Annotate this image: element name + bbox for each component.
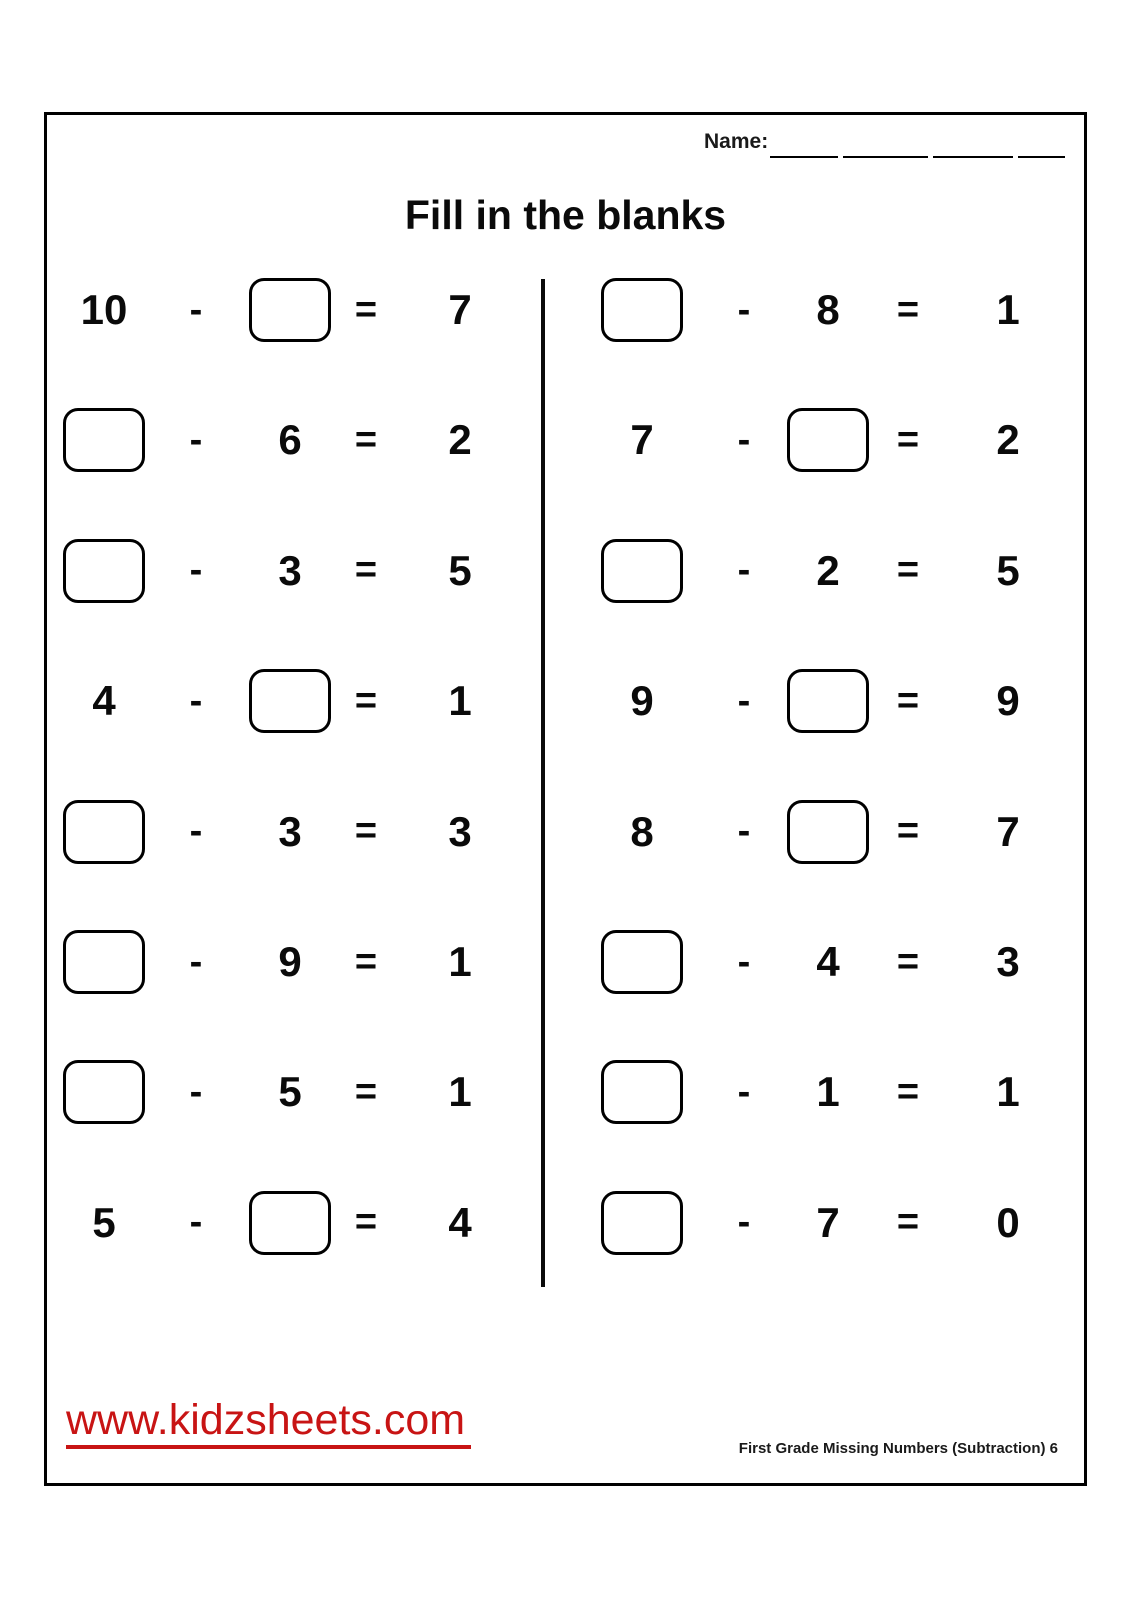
equals-sign: = bbox=[354, 1201, 378, 1244]
minuend-number: 10 bbox=[80, 286, 128, 333]
equals-sign: = bbox=[354, 549, 378, 592]
answer-box-outline bbox=[601, 1191, 683, 1255]
minus-sign: - bbox=[737, 679, 751, 722]
answer-box[interactable] bbox=[592, 897, 692, 1027]
minuend-number: 8 bbox=[630, 807, 654, 855]
difference-number: 3 bbox=[996, 938, 1020, 985]
minus-sign: - bbox=[737, 810, 751, 853]
difference-number: 1 bbox=[996, 1068, 1020, 1116]
problem-row bbox=[0, 1158, 1131, 1288]
answer-box-outline bbox=[787, 669, 869, 733]
equals-sign: = bbox=[354, 810, 378, 853]
equals-sign: = bbox=[896, 1201, 920, 1244]
answer-box-outline bbox=[787, 408, 869, 472]
answer-box-outline bbox=[601, 278, 683, 342]
difference-number: 7 bbox=[996, 807, 1020, 855]
name-label: Name: bbox=[704, 130, 769, 153]
name-line-segment bbox=[1018, 134, 1065, 158]
answer-box[interactable] bbox=[778, 767, 878, 897]
minuend-number: 4 bbox=[92, 677, 116, 725]
minus-sign: - bbox=[189, 549, 203, 592]
name-line-segment bbox=[843, 134, 928, 158]
equals-sign: = bbox=[896, 810, 920, 853]
difference-number: 1 bbox=[996, 286, 1020, 333]
difference-number: 7 bbox=[448, 286, 472, 333]
answer-box[interactable] bbox=[592, 1158, 692, 1288]
subtrahend-number: 7 bbox=[816, 1198, 840, 1246]
equals-sign: = bbox=[896, 679, 920, 722]
answer-box[interactable] bbox=[592, 245, 692, 375]
name-line-segment bbox=[770, 134, 838, 158]
website-link[interactable]: www.kidzsheets.com bbox=[66, 1398, 471, 1449]
problem-row bbox=[0, 897, 1131, 1027]
difference-number: 1 bbox=[448, 1068, 472, 1116]
problem-row bbox=[0, 1027, 1131, 1157]
subtrahend-number: 8 bbox=[816, 286, 840, 333]
minus-sign: - bbox=[189, 418, 203, 461]
minus-sign: - bbox=[737, 1201, 751, 1244]
difference-number: 5 bbox=[996, 546, 1020, 594]
minus-sign: - bbox=[189, 288, 203, 331]
subtrahend-number: 6 bbox=[278, 416, 302, 464]
difference-number: 5 bbox=[448, 546, 472, 594]
difference-number: 2 bbox=[996, 416, 1020, 464]
minus-sign: - bbox=[737, 549, 751, 592]
equals-sign: = bbox=[354, 1070, 378, 1113]
answer-box[interactable] bbox=[592, 506, 692, 636]
equals-sign: = bbox=[354, 288, 378, 331]
difference-number: 1 bbox=[448, 938, 472, 985]
equals-sign: = bbox=[896, 418, 920, 461]
difference-number: 4 bbox=[448, 1198, 472, 1246]
difference-number: 2 bbox=[448, 416, 472, 464]
answer-box[interactable] bbox=[592, 1027, 692, 1157]
equals-sign: = bbox=[896, 940, 920, 983]
subtrahend-number: 4 bbox=[816, 938, 840, 985]
difference-number: 1 bbox=[448, 677, 472, 725]
minus-sign: - bbox=[737, 940, 751, 983]
minus-sign: - bbox=[737, 288, 751, 331]
equals-sign: = bbox=[896, 1070, 920, 1113]
minus-sign: - bbox=[737, 418, 751, 461]
subtrahend-number: 3 bbox=[278, 546, 302, 594]
subtrahend-number: 3 bbox=[278, 807, 302, 855]
worksheet-title: Fill in the blanks bbox=[404, 192, 727, 238]
equals-sign: = bbox=[354, 679, 378, 722]
subtrahend-number: 2 bbox=[816, 546, 840, 594]
subtrahend-number: 1 bbox=[816, 1068, 840, 1116]
minus-sign: - bbox=[189, 1070, 203, 1113]
answer-box[interactable] bbox=[778, 636, 878, 766]
minuend-number: 9 bbox=[630, 677, 654, 725]
subtrahend-number: 5 bbox=[278, 1068, 302, 1116]
minuend-number: 5 bbox=[92, 1198, 116, 1246]
difference-number: 3 bbox=[448, 807, 472, 855]
worksheet-caption: First Grade Missing Numbers (Subtraction) 6 bbox=[738, 1440, 1058, 1457]
subtrahend-number: 9 bbox=[278, 938, 302, 985]
problem-row bbox=[0, 636, 1131, 766]
problem-row bbox=[0, 245, 1131, 375]
problem-row bbox=[0, 375, 1131, 505]
answer-box-outline bbox=[787, 800, 869, 864]
minus-sign: - bbox=[189, 679, 203, 722]
minus-sign: - bbox=[189, 1201, 203, 1244]
equals-sign: = bbox=[896, 549, 920, 592]
equals-sign: = bbox=[354, 940, 378, 983]
answer-box-outline bbox=[601, 1060, 683, 1124]
difference-number: 9 bbox=[996, 677, 1020, 725]
name-write-line[interactable] bbox=[770, 134, 1070, 158]
minus-sign: - bbox=[737, 1070, 751, 1113]
answer-box-outline bbox=[601, 539, 683, 603]
minus-sign: - bbox=[189, 810, 203, 853]
equals-sign: = bbox=[354, 418, 378, 461]
answer-box-outline bbox=[601, 930, 683, 994]
equals-sign: = bbox=[896, 288, 920, 331]
answer-box[interactable] bbox=[778, 375, 878, 505]
problem-row bbox=[0, 506, 1131, 636]
problem-row bbox=[0, 767, 1131, 897]
minus-sign: - bbox=[189, 940, 203, 983]
difference-number: 0 bbox=[996, 1198, 1020, 1246]
minuend-number: 7 bbox=[630, 416, 654, 464]
name-line-segment bbox=[933, 134, 1013, 158]
